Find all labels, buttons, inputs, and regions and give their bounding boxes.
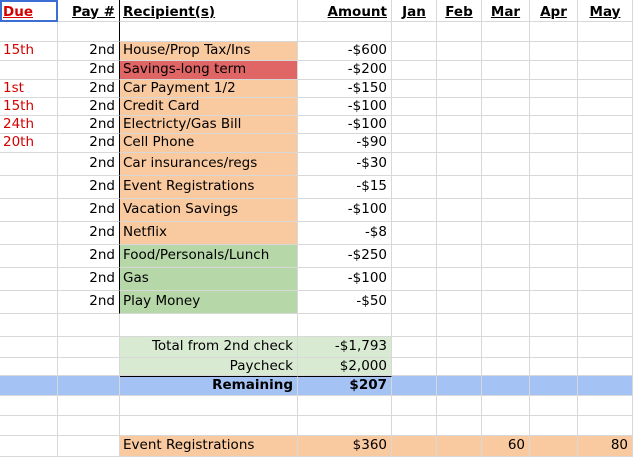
- total-label[interactable]: Total from 2nd check: [120, 337, 298, 358]
- amount-cell[interactable]: -$15: [298, 176, 392, 199]
- cell[interactable]: [578, 61, 633, 80]
- cell[interactable]: [482, 314, 530, 337]
- header-apr[interactable]: Apr: [530, 0, 578, 22]
- cell[interactable]: [0, 337, 58, 358]
- cell[interactable]: [482, 22, 530, 42]
- cell[interactable]: [0, 376, 58, 396]
- cell[interactable]: [530, 416, 578, 436]
- empty-row: [0, 22, 633, 42]
- table-row: [0, 98, 633, 116]
- pay-cell[interactable]: 2nd: [58, 153, 120, 176]
- cell[interactable]: [437, 153, 482, 176]
- table-row: [0, 61, 633, 80]
- event-mar[interactable]: 60: [482, 436, 530, 457]
- cell[interactable]: [0, 436, 58, 457]
- header-recipient[interactable]: Recipient(s): [120, 0, 298, 22]
- cell[interactable]: [0, 416, 58, 436]
- pay-cell[interactable]: 2nd: [58, 268, 120, 291]
- table-row: [0, 245, 633, 268]
- cell[interactable]: [530, 358, 578, 376]
- table-row: [0, 199, 633, 222]
- cell[interactable]: [482, 337, 530, 358]
- cell[interactable]: [437, 98, 482, 116]
- cell[interactable]: [578, 245, 633, 268]
- recipient-cell[interactable]: Car insurances/regs: [120, 153, 298, 176]
- cell[interactable]: [530, 42, 578, 61]
- header-may[interactable]: May: [578, 0, 633, 22]
- cell[interactable]: [530, 176, 578, 199]
- cell[interactable]: [120, 396, 298, 416]
- cell[interactable]: [298, 22, 392, 42]
- cell[interactable]: [392, 176, 437, 199]
- cell[interactable]: [0, 314, 58, 337]
- recipient-cell[interactable]: Netflix: [120, 222, 298, 245]
- cell[interactable]: [530, 80, 578, 98]
- cell[interactable]: [530, 245, 578, 268]
- cell[interactable]: [530, 376, 578, 396]
- header-mar[interactable]: Mar: [482, 0, 530, 22]
- cell[interactable]: [437, 268, 482, 291]
- cell[interactable]: [578, 222, 633, 245]
- cell[interactable]: [482, 98, 530, 116]
- cell[interactable]: [437, 245, 482, 268]
- cell[interactable]: [392, 153, 437, 176]
- cell[interactable]: [482, 396, 530, 416]
- cell[interactable]: [578, 291, 633, 314]
- cell[interactable]: [482, 61, 530, 80]
- cell[interactable]: [530, 116, 578, 134]
- cell[interactable]: [298, 314, 392, 337]
- cell[interactable]: [578, 134, 633, 153]
- cell[interactable]: [530, 268, 578, 291]
- pay-cell[interactable]: 2nd: [58, 116, 120, 134]
- cell[interactable]: [437, 42, 482, 61]
- recipient-cell[interactable]: Cell Phone: [120, 134, 298, 153]
- table-row: [0, 80, 633, 98]
- cell[interactable]: [437, 416, 482, 436]
- amount-cell[interactable]: -$100: [298, 98, 392, 116]
- paycheck-value[interactable]: $2,000: [298, 358, 392, 376]
- recipient-cell[interactable]: Car Payment 1/2: [120, 80, 298, 98]
- cell[interactable]: [530, 134, 578, 153]
- cell[interactable]: [437, 116, 482, 134]
- cell[interactable]: [578, 314, 633, 337]
- cell[interactable]: [437, 176, 482, 199]
- cell[interactable]: [58, 337, 120, 358]
- pay-cell[interactable]: 2nd: [58, 245, 120, 268]
- cell[interactable]: [392, 291, 437, 314]
- cell[interactable]: [578, 268, 633, 291]
- cell[interactable]: [578, 416, 633, 436]
- amount-cell[interactable]: -$30: [298, 153, 392, 176]
- cell[interactable]: [392, 268, 437, 291]
- cell[interactable]: [530, 153, 578, 176]
- cell[interactable]: [392, 222, 437, 245]
- pay-cell[interactable]: 2nd: [58, 61, 120, 80]
- recipient-cell[interactable]: Vacation Savings: [120, 199, 298, 222]
- amount-cell[interactable]: -$100: [298, 199, 392, 222]
- header-pay[interactable]: Pay #: [58, 0, 120, 22]
- header-feb[interactable]: Feb: [437, 0, 482, 22]
- cell[interactable]: [530, 396, 578, 416]
- cell[interactable]: [437, 396, 482, 416]
- cell[interactable]: [392, 22, 437, 42]
- cell[interactable]: [58, 22, 120, 42]
- due-cell[interactable]: [0, 245, 58, 268]
- cell[interactable]: [58, 436, 120, 457]
- table-row: [0, 153, 633, 176]
- cell[interactable]: [58, 416, 120, 436]
- pay-cell[interactable]: 2nd: [58, 291, 120, 314]
- cell[interactable]: [482, 116, 530, 134]
- cell[interactable]: [530, 314, 578, 337]
- table-row: [0, 176, 633, 199]
- total-value[interactable]: -$1,793: [298, 337, 392, 358]
- cell[interactable]: [58, 314, 120, 337]
- cell[interactable]: [482, 80, 530, 98]
- recipient-cell[interactable]: Credit Card: [120, 98, 298, 116]
- header-amount[interactable]: Amount: [298, 0, 392, 22]
- cell[interactable]: [578, 176, 633, 199]
- cell[interactable]: [437, 337, 482, 358]
- cell[interactable]: [392, 61, 437, 80]
- pay-cell[interactable]: 2nd: [58, 199, 120, 222]
- cell[interactable]: [437, 314, 482, 337]
- pay-cell[interactable]: 2nd: [58, 222, 120, 245]
- cell[interactable]: [578, 396, 633, 416]
- cell[interactable]: [578, 22, 633, 42]
- cell[interactable]: [392, 199, 437, 222]
- paycheck-label[interactable]: Paycheck: [120, 358, 298, 376]
- amount-cell[interactable]: -$100: [298, 116, 392, 134]
- recipient-cell[interactable]: Savings-long term: [120, 61, 298, 80]
- cell[interactable]: [437, 291, 482, 314]
- cell[interactable]: [530, 199, 578, 222]
- cell[interactable]: [0, 358, 58, 376]
- cell[interactable]: [578, 116, 633, 134]
- cell[interactable]: [482, 199, 530, 222]
- due-cell[interactable]: 20th: [0, 134, 58, 153]
- cell[interactable]: [392, 80, 437, 98]
- recipient-cell[interactable]: House/Prop Tax/Ins: [120, 42, 298, 61]
- amount-cell[interactable]: -$100: [298, 268, 392, 291]
- cell[interactable]: [392, 376, 437, 396]
- pay-cell[interactable]: 2nd: [58, 134, 120, 153]
- total-row: [0, 337, 633, 358]
- due-cell[interactable]: [0, 291, 58, 314]
- amount-cell[interactable]: -$250: [298, 245, 392, 268]
- event-may[interactable]: 80: [578, 436, 633, 457]
- cell[interactable]: [530, 291, 578, 314]
- cell[interactable]: [482, 176, 530, 199]
- cell[interactable]: [482, 268, 530, 291]
- cell[interactable]: [578, 376, 633, 396]
- cell[interactable]: [392, 245, 437, 268]
- due-cell[interactable]: 1st: [0, 80, 58, 98]
- event-label[interactable]: Event Registrations: [120, 436, 298, 457]
- recipient-cell[interactable]: Electricty/Gas Bill: [120, 116, 298, 134]
- cell[interactable]: [530, 222, 578, 245]
- cell[interactable]: [58, 376, 120, 396]
- due-cell[interactable]: [0, 61, 58, 80]
- due-cell[interactable]: [0, 153, 58, 176]
- event-amount[interactable]: $360: [298, 436, 392, 457]
- cell[interactable]: [437, 358, 482, 376]
- cell[interactable]: [530, 337, 578, 358]
- cell[interactable]: [392, 358, 437, 376]
- due-cell[interactable]: [0, 199, 58, 222]
- cell[interactable]: [437, 61, 482, 80]
- cell[interactable]: [437, 222, 482, 245]
- empty-row: [0, 416, 633, 436]
- amount-cell[interactable]: -$600: [298, 42, 392, 61]
- remaining-label[interactable]: Remaining: [120, 376, 298, 396]
- amount-cell[interactable]: -$200: [298, 61, 392, 80]
- cell[interactable]: [437, 22, 482, 42]
- cell[interactable]: [578, 337, 633, 358]
- cell[interactable]: [482, 358, 530, 376]
- cell[interactable]: [482, 222, 530, 245]
- table-row: [0, 222, 633, 245]
- cell[interactable]: [58, 396, 120, 416]
- pay-cell[interactable]: 2nd: [58, 80, 120, 98]
- cell[interactable]: [578, 153, 633, 176]
- due-cell[interactable]: 15th: [0, 42, 58, 61]
- remaining-row: [0, 376, 633, 396]
- cell[interactable]: [392, 116, 437, 134]
- amount-cell[interactable]: -$8: [298, 222, 392, 245]
- cell[interactable]: [578, 80, 633, 98]
- cell[interactable]: [392, 396, 437, 416]
- cell[interactable]: [530, 22, 578, 42]
- recipient-cell[interactable]: Gas: [120, 268, 298, 291]
- cell[interactable]: [120, 314, 298, 337]
- pay-cell[interactable]: 2nd: [58, 176, 120, 199]
- due-cell[interactable]: 24th: [0, 116, 58, 134]
- cell[interactable]: [482, 153, 530, 176]
- cell[interactable]: [0, 396, 58, 416]
- due-cell[interactable]: [0, 268, 58, 291]
- cell[interactable]: [392, 314, 437, 337]
- cell[interactable]: [530, 61, 578, 80]
- cell[interactable]: [437, 80, 482, 98]
- cell[interactable]: [392, 98, 437, 116]
- cell[interactable]: [392, 134, 437, 153]
- cell[interactable]: [578, 42, 633, 61]
- header-due[interactable]: Due: [0, 0, 58, 22]
- cell[interactable]: [0, 22, 58, 42]
- event-feb[interactable]: [437, 436, 482, 457]
- event-apr[interactable]: [530, 436, 578, 457]
- cell[interactable]: [392, 416, 437, 436]
- table-row: [0, 268, 633, 291]
- table-row: [0, 116, 633, 134]
- pay-cell[interactable]: 2nd: [58, 98, 120, 116]
- empty-row: [0, 314, 633, 337]
- event-tracking-row: [0, 436, 633, 457]
- cell[interactable]: [120, 416, 298, 436]
- due-cell[interactable]: 15th: [0, 98, 58, 116]
- cell[interactable]: [482, 376, 530, 396]
- amount-cell[interactable]: -$50: [298, 291, 392, 314]
- paycheck-row: [0, 358, 633, 376]
- cell[interactable]: [437, 199, 482, 222]
- cell[interactable]: [578, 199, 633, 222]
- table-row: [0, 291, 633, 314]
- cell[interactable]: [437, 376, 482, 396]
- remaining-value[interactable]: $207: [298, 376, 392, 396]
- cell[interactable]: [298, 396, 392, 416]
- due-cell[interactable]: [0, 176, 58, 199]
- amount-cell[interactable]: -$90: [298, 134, 392, 153]
- cell[interactable]: [298, 416, 392, 436]
- cell[interactable]: [482, 134, 530, 153]
- cell[interactable]: [58, 358, 120, 376]
- cell[interactable]: [578, 98, 633, 116]
- cell[interactable]: [437, 134, 482, 153]
- table-row: [0, 42, 633, 61]
- cell[interactable]: [482, 291, 530, 314]
- cell[interactable]: [120, 22, 298, 42]
- cell[interactable]: [392, 337, 437, 358]
- table-row: [0, 134, 633, 153]
- recipient-cell[interactable]: Event Registrations: [120, 176, 298, 199]
- recipient-cell[interactable]: Play Money: [120, 291, 298, 314]
- header-row: [0, 0, 633, 22]
- due-cell[interactable]: [0, 222, 58, 245]
- cell[interactable]: [392, 42, 437, 61]
- selected-cell-outline: [0, 0, 58, 22]
- cell[interactable]: [578, 358, 633, 376]
- empty-row: [0, 396, 633, 416]
- amount-cell[interactable]: -$150: [298, 80, 392, 98]
- event-jan[interactable]: [392, 436, 437, 457]
- cell[interactable]: [530, 98, 578, 116]
- cell[interactable]: [482, 416, 530, 436]
- recipient-cell[interactable]: Food/Personals/Lunch: [120, 245, 298, 268]
- pay-cell[interactable]: 2nd: [58, 42, 120, 61]
- cell[interactable]: [482, 245, 530, 268]
- cell[interactable]: [482, 42, 530, 61]
- header-jan[interactable]: Jan: [392, 0, 437, 22]
